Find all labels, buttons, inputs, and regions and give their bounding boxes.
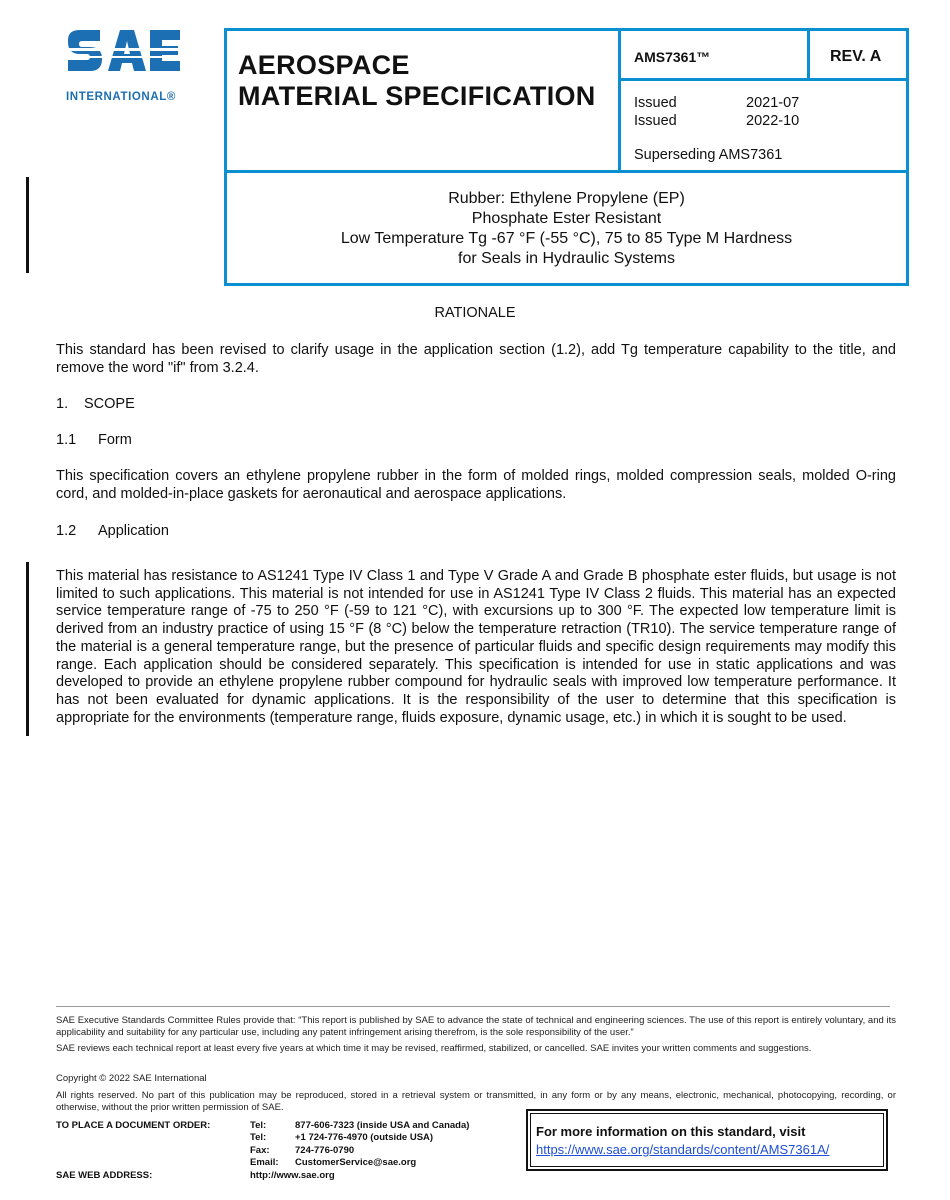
footer-divider: [56, 1006, 890, 1007]
contact-list: [250, 1120, 469, 1170]
contact-key: Tel:: [250, 1132, 267, 1144]
revision-label: REV. A: [830, 48, 882, 65]
spec-title: [227, 189, 906, 269]
footer-copyright: Copyright © 2022 SAE International: [56, 1073, 207, 1084]
section-title: Form: [98, 432, 132, 448]
section-title: Application: [98, 523, 169, 539]
spec-title-line: Low Temperature Tg -67 °F (-55 °C), 75 to 85 Type M Hardness: [340, 230, 793, 247]
section-number: 1.2: [56, 523, 77, 539]
change-bar: [26, 177, 29, 273]
more-info-box-inner: [530, 1113, 884, 1167]
footer-rights-text: All rights reserved. No part of this publication may be reproduced, stored in a retrieval system or transmitted, in any form or by any means, electronic, mechanical, photocopying, recording, or otherwise, without the prior written permission of SAE.: [56, 1090, 896, 1113]
contact-row: [250, 1145, 469, 1157]
spec-title-line: Rubber: Ethylene Propylene (EP): [448, 190, 685, 207]
header-divider: [224, 170, 909, 173]
section-heading-scope: [56, 396, 135, 412]
section-title: SCOPE: [84, 396, 135, 412]
document-type-line: AEROSPACE: [238, 50, 410, 80]
section-number: 1.: [56, 396, 69, 412]
standard-url-link[interactable]: https://www.sae.org/standards/content/AMS7361A/: [536, 1142, 830, 1157]
spec-title-line: for Seals in Hydraulic Systems: [458, 250, 675, 267]
rationale-heading: RATIONALE: [434, 305, 516, 321]
document-type-line: MATERIAL SPECIFICATION: [238, 81, 596, 111]
contact-row: [250, 1132, 469, 1144]
contact-value: 877-606-7323 (inside USA and Canada): [295, 1120, 470, 1131]
issue-date: 2022-10: [746, 113, 800, 129]
issue-row: [634, 94, 799, 112]
spec-title-line: Phosphate Ester Resistant: [471, 210, 662, 227]
contact-email[interactable]: CustomerService@sae.org: [295, 1157, 417, 1169]
header-divider: [618, 78, 909, 81]
contact-row: [250, 1120, 469, 1132]
document-number: AMS7361™: [634, 49, 711, 65]
contact-key: Tel:: [250, 1120, 267, 1131]
web-address-label: SAE WEB ADDRESS:: [56, 1170, 153, 1181]
section-heading-application: [56, 523, 169, 539]
footer-review-text: SAE reviews each technical report at least every five years at which time it may be revised, reaffirmed, stabilized, or cancelled. SAE invites your written comments and suggestions.: [56, 1043, 812, 1054]
contact-key: Fax:: [250, 1144, 270, 1156]
document-type: [238, 50, 596, 112]
issue-row: [634, 112, 799, 130]
issue-label: Issued: [634, 95, 677, 111]
order-label: TO PLACE A DOCUMENT ORDER:: [56, 1120, 211, 1131]
header-divider: [807, 28, 810, 80]
contact-value: 724-776-0790: [295, 1144, 355, 1156]
more-info-title: For more information on this standard, visit: [536, 1124, 806, 1139]
contact-key: Email:: [250, 1157, 279, 1169]
section-heading-form: [56, 432, 132, 448]
application-paragraph: This material has resistance to AS1241 Type IV Class 1 and Type V Grade A and Grade B phosphate ester fluids, but usage is not limited to such applications. This material is not intended for use in AS1241 Type IV Class 2 fluids. This material has an expected service temperature range of -75 to 250 °F (-59 to 121 °C), with excursions up to 300 °F. The expected low temperature limit is derived from an industry practice of using 15 °F (8 °C) below the temperature retraction (TR10). The service temperature range of the material is a general temperature range, but the presence of particular fluids and specific design requirements may modify this range. Each application should be considered separately. This specification is intended for use in static applications and was developed to provide an ethylene propylene rubber compound for hydraulic seals with improved low temperature performance. It has not been evaluated for dynamic applications. It is the responsibility of the user to determine that this specification is appropriate for the environments (temperature range, fluids exposure, dynamic usage, etc.) in which it is sought to be used.: [56, 568, 896, 726]
contact-row: [250, 1157, 469, 1169]
change-bar: [26, 562, 29, 736]
header-divider: [618, 28, 621, 172]
logo-subtitle: INTERNATIONAL®: [66, 91, 176, 103]
issue-date: 2021-07: [746, 95, 800, 111]
rationale-paragraph: This standard has been revised to clarify usage in the application section (1.2), add Tg temperature capability to the title, and remove the word "if" from 3.2.4.: [56, 342, 896, 376]
section-number: 1.1: [56, 432, 77, 448]
footer-rules-text: SAE Executive Standards Committee Rules provide that: “This report is published by SAE to advance the state of technical and engineering sciences. The use of this report is entirely voluntary, and its applicability and suitability for any particular use, including any patent infringement arising therefrom, is the sole responsibility of the user.”: [56, 1015, 896, 1038]
issue-label: Issued: [634, 113, 677, 129]
issue-dates: [634, 94, 799, 130]
contact-value: +1 724-776-4970 (outside USA): [295, 1132, 434, 1144]
web-address-link[interactable]: http://www.sae.org: [250, 1170, 335, 1181]
form-paragraph: This specification covers an ethylene propylene rubber in the form of molded rings, molded compression seals, molded O-ring cord, and molded-in-place gaskets for aeronautical and aerospace applications.: [56, 468, 896, 502]
supersedes-note: Superseding AMS7361: [634, 147, 783, 163]
